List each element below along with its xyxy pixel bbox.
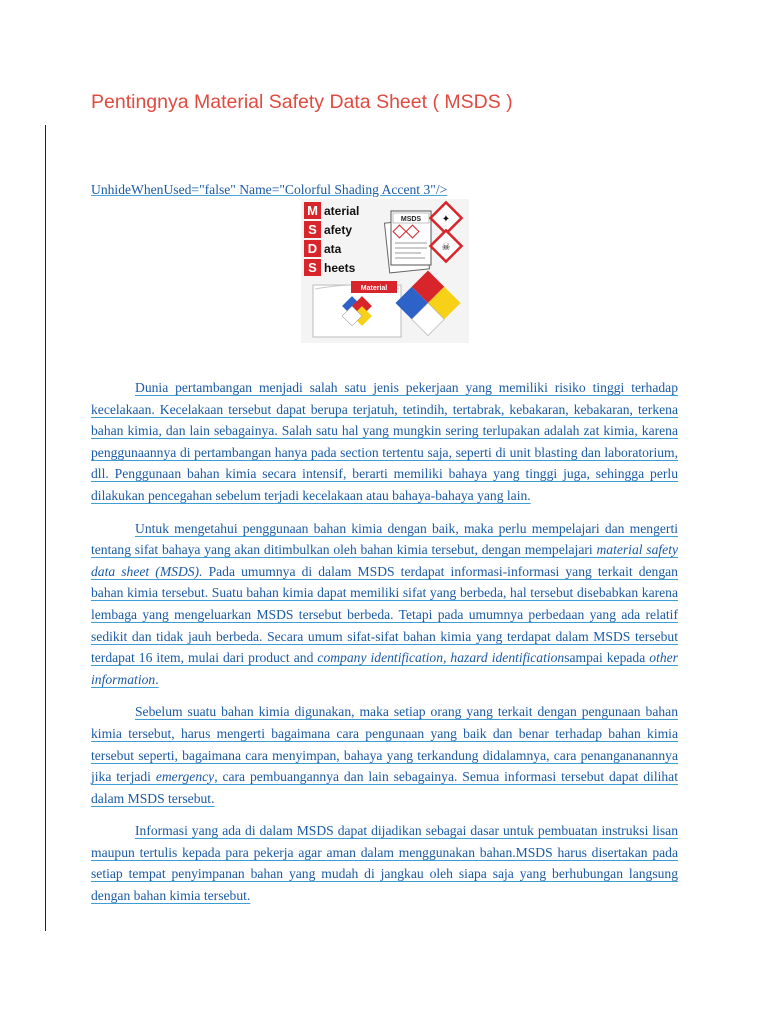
xml-fragment-text: UnhideWhenUsed="false" Name="Colorful Shading Accent 3"/> <box>91 182 448 197</box>
sheet-label: MSDS <box>400 216 422 223</box>
article-body <box>91 377 678 918</box>
logo-letter-d: D <box>307 241 318 256</box>
msds-binder-icon <box>313 281 401 337</box>
left-margin-rule <box>45 125 46 931</box>
page-title: Pentingnya Material Safety Data Sheet ( MSDS ) <box>91 91 513 113</box>
paragraph-2: Untuk mengetahui penggunaan bahan kimia dengan baik, maka perlu mempelajari dan mengerti tentang sifat bahaya yang akan ditimbulkan oleh bahan kimia tersebut, dengan mempelajari material safety data sheet (MSDS). Pada umumnya di dalam MSDS terdapat informasi-informasi yang terkait dengan bahan kimia tersebut. Suatu bahan kimia dapat memiliki sifat yang berbeda, hal tersebut disebabkan karena lembaga yang mengeluarkan MSDS tersebut berbeda. Tetapi pada umumnya perbedaan yang ada relatif sedikit dan tidak jauh berbeda. Secara umum sifat-sifat bahan kimia yang terdapat dalam MSDS tersebut terdapat 16 item, mulai dari product and company identification, hazard identificationsampai kepada other information. <box>91 520 679 687</box>
paragraph-4: Informasi yang ada di dalam MSDS dapat dijadikan sebagai dasar untuk pembuatan instruksi lisan maupun tertulis kepada para pekerja agar aman dalam menggunakan bahan.MSDS harus disertakan pada setiap tempat penyimpanan bahan yang mudah di jangkau oleh siapa saja yang berhubungan langsung dengan bahan kimia tersebut. <box>91 823 678 904</box>
logo-letter-m: M <box>307 203 318 218</box>
msds-sheet-stack-icon <box>384 211 431 273</box>
logo-word-ata: ata <box>324 242 342 256</box>
msds-logo-image <box>301 199 469 343</box>
paragraph-1: Dunia pertambangan menjadi salah satu jenis pekerjaan yang memiliki risiko tinggi terhadap kecelakaan. Kecelakaan tersebut dapat berupa terjatuh, tetindih, tertabrak, kebakaran, kebakaran, terkena bahan kimia, dan lain sebagainya. Salah satu hal yang mungkin sering terlupakan adalah zat kimia, karena penggunaannya di pertambangan hanya pada section tertentu saja, seperti di unit blasting dan laboratorium, dll. Penggunaan bahan kimia secara intensif, berarti memiliki bahaya yang tinggi juga, sehingga perlu dilakukan pencegahan sebelum terjadi kecelakaan atau bahaya-bahaya yang lain. <box>91 380 678 503</box>
logo-letter-s2: S <box>308 260 317 275</box>
svg-text:☠: ☠ <box>441 242 451 253</box>
stamp-label: Material <box>360 285 388 292</box>
logo-word-aterial: aterial <box>324 204 360 218</box>
logo-word-afety: afety <box>324 223 353 237</box>
svg-text:✦: ✦ <box>441 214 451 225</box>
logo-word-heets: heets <box>324 261 356 275</box>
logo-letter-s: S <box>308 222 317 237</box>
paragraph-3: Sebelum suatu bahan kimia digunakan, maka setiap orang yang terkait dengan pengunaan bahan kimia tersebut, harus mengerti bagaimana cara pengunaan yang baik dan benar terhadap bahan kimia tersebut seperti, bagaimana cara menyimpan, bahaya yang terkandung didalamnya, cara penangananannya jika terjadi emergency, cara pembuangannya dan lain sebagainya. Semua informasi tersebut dapat dilihat dalam MSDS tersebut. <box>91 704 678 806</box>
